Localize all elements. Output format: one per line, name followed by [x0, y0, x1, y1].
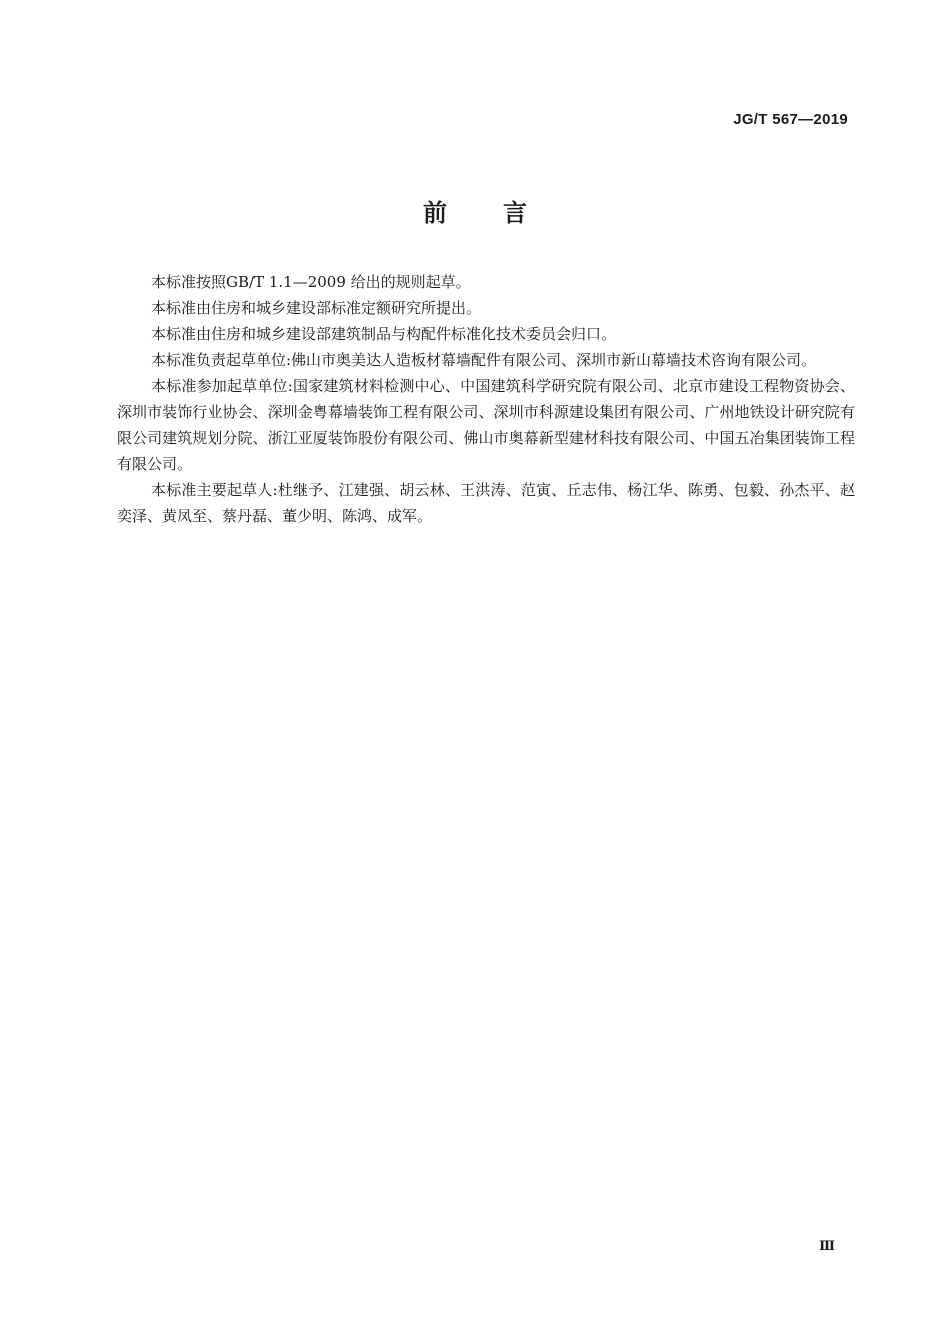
paragraph-drafting-rules: 本标准按照GB/T 1.1—2009 给出的规则起草。: [151, 273, 471, 291]
preface-body: [117, 269, 855, 529]
page-number: Ⅲ: [819, 1238, 835, 1253]
paragraph-administrator: 本标准由住房和城乡建设部建筑制品与构配件标准化技术委员会归口。: [151, 325, 617, 343]
paragraph-main-drafters: 本标准主要起草人:杜继予、江建强、胡云林、王洪涛、范寅、丘志伟、杨江华、陈勇、包毅、孙杰平、赵奕泽、黄凤至、蔡丹磊、董少明、陈鸿、成军。: [117, 481, 855, 525]
paragraph-proposer: 本标准由住房和城乡建设部标准定额研究所提出。: [151, 299, 482, 317]
paragraph-participating-units: 本标准参加起草单位:国家建筑材料检测中心、中国建筑科学研究院有限公司、北京市建设工程物资协会、深圳市装饰行业协会、深圳金粤幕墙装饰工程有限公司、深圳市科源建设集团有限公司、广州地铁设计研究院有限公司建筑规划分院、浙江亚厦装饰股份有限公司、佛山市奥幕新型建材科技有限公司、中国五冶集团装饰工程有限公司。: [117, 377, 855, 473]
page-title: 前言: [423, 199, 583, 227]
standard-code: JG/T 567—2019: [733, 111, 848, 128]
paragraph-responsible-units: 本标准负责起草单位:佛山市奥美达人造板材幕墙配件有限公司、深圳市新山幕墙技术咨询有限公司。: [151, 351, 817, 369]
